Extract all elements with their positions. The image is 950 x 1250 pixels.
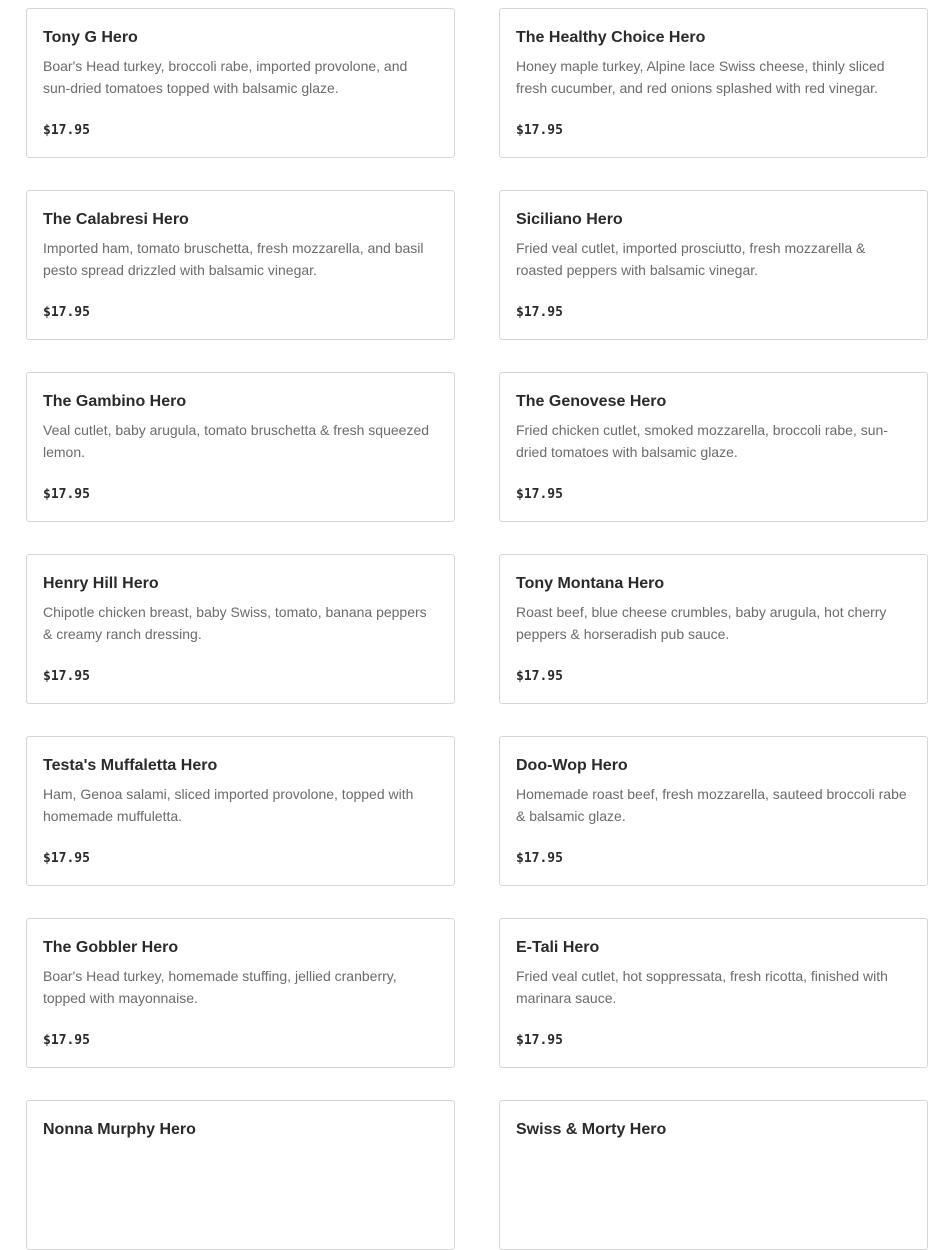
menu-item-card[interactable] [26,1100,455,1250]
item-description: Fried veal cutlet, hot soppressata, fresh ricotta, finished with marinara sauce. [516,968,888,1006]
menu-item-card[interactable] [499,8,928,158]
item-price: $17.95 [516,305,563,320]
menu-item-card[interactable] [499,918,928,1068]
item-name: Siciliano Hero [516,211,623,228]
menu-item-card[interactable] [499,554,928,704]
item-description: Fried veal cutlet, imported prosciutto, fresh mozzarella & roasted peppers with balsamic vinegar. [516,240,866,278]
menu-item-card[interactable] [26,190,455,340]
item-description: Boar's Head turkey, broccoli rabe, imported provolone, and sun-dried tomatoes topped with balsamic glaze. [43,58,408,96]
item-name: The Gobbler Hero [43,939,179,956]
menu-item-card[interactable] [26,8,455,158]
item-name: Doo-Wop Hero [516,757,628,774]
menu-grid [26,8,928,1250]
item-name: Testa's Muffaletta Hero [43,757,218,774]
item-price: $17.95 [43,669,90,684]
menu-item-card[interactable] [499,190,928,340]
item-name: The Gambino Hero [43,393,187,410]
menu-item-card[interactable] [499,1100,928,1250]
item-name: The Healthy Choice Hero [516,29,706,46]
item-price: $17.95 [43,487,90,502]
item-description [43,1147,438,1191]
item-description: Honey maple turkey, Alpine lace Swiss cheese, thinly sliced fresh cucumber, and red onions splashed with red vinegar. [516,58,885,96]
item-price: $17.95 [516,669,563,684]
item-description: Chipotle chicken breast, baby Swiss, tomato, banana peppers & creamy ranch dressing. [43,604,427,642]
item-price: $17.95 [43,123,90,138]
menu-item-card[interactable] [499,372,928,522]
item-price: $17.95 [43,851,90,866]
item-name: Nonna Murphy Hero [43,1121,196,1138]
item-price: $17.95 [516,487,563,502]
item-description: Imported ham, tomato bruschetta, fresh mozzarella, and basil pesto spread drizzled with balsamic vinegar. [43,240,424,278]
menu-item-card[interactable] [499,736,928,886]
item-description: Ham, Genoa salami, sliced imported provolone, topped with homemade muffuletta. [43,786,414,824]
item-name: Tony G Hero [43,29,138,46]
menu-item-card[interactable] [26,918,455,1068]
item-price: $17.95 [516,1033,563,1048]
item-description: Roast beef, blue cheese crumbles, baby arugula, hot cherry peppers & horseradish pub sauce. [516,604,887,642]
item-name: The Calabresi Hero [43,211,189,228]
menu-item-card[interactable] [26,372,455,522]
item-price: $17.95 [516,851,563,866]
item-name: E-Tali Hero [516,939,600,956]
item-description: Boar's Head turkey, homemade stuffing, jellied cranberry, topped with mayonnaise. [43,968,397,1006]
item-price: $17.95 [43,1033,90,1048]
item-description: Fried chicken cutlet, smoked mozzarella, broccoli rabe, sun-dried tomatoes with balsamic glaze. [516,422,888,460]
item-description: Veal cutlet, baby arugula, tomato bruschetta & fresh squeezed lemon. [43,422,430,460]
item-name: The Genovese Hero [516,393,667,410]
menu-item-card[interactable] [26,736,455,886]
item-name: Henry Hill Hero [43,575,159,592]
item-description: Homemade roast beef, fresh mozzarella, sauteed broccoli rabe & balsamic glaze. [516,786,907,824]
item-description [516,1147,911,1191]
item-name: Tony Montana Hero [516,575,665,592]
menu-item-card[interactable] [26,554,455,704]
item-name: Swiss & Morty Hero [516,1121,667,1138]
item-price: $17.95 [516,123,563,138]
item-price: $17.95 [43,305,90,320]
